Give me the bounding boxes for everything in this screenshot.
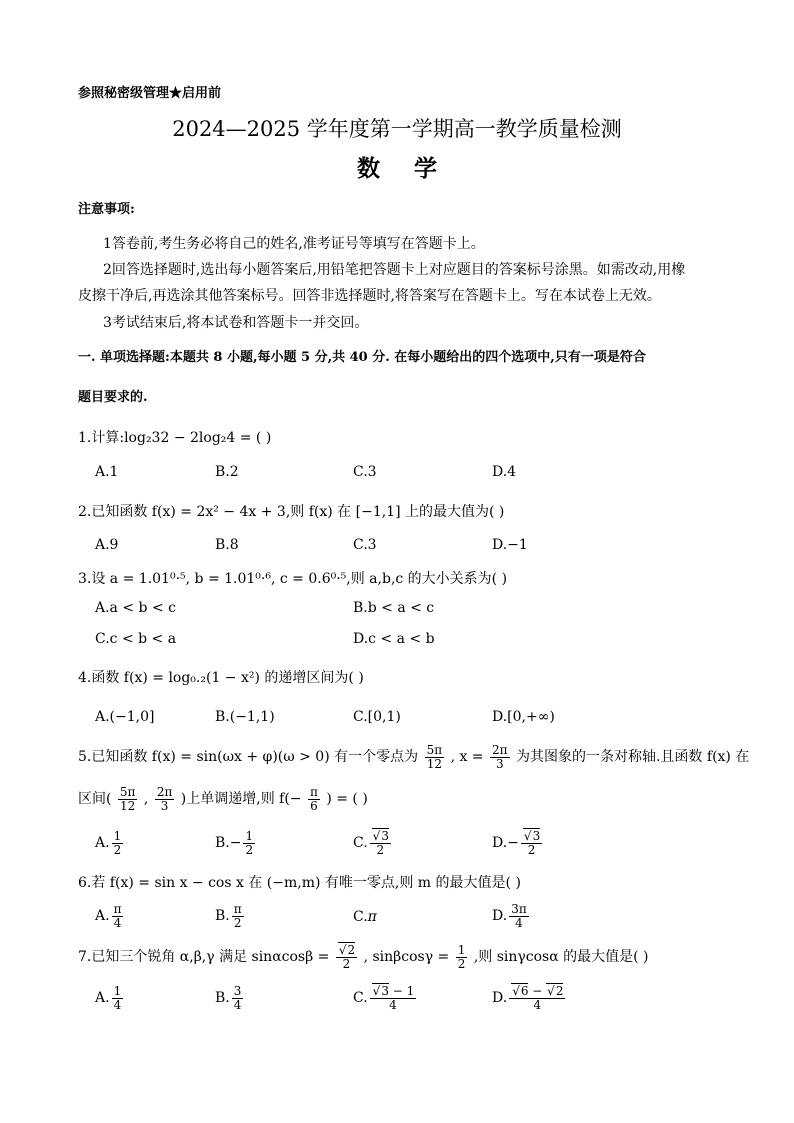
frac-num: 2π bbox=[492, 743, 508, 757]
frac-den: 2 bbox=[113, 842, 122, 857]
frac-num: 1 bbox=[245, 829, 254, 843]
frac-den: 3 bbox=[495, 756, 504, 771]
fraction bbox=[112, 830, 124, 856]
option-sign: − bbox=[507, 835, 519, 852]
q6-option-d bbox=[492, 903, 531, 929]
fraction bbox=[112, 985, 124, 1011]
q5-stem-part: ) = ( ) bbox=[326, 791, 368, 808]
frac-num: π bbox=[233, 902, 242, 916]
frac-den: 2 bbox=[457, 956, 466, 971]
frac-num bbox=[336, 944, 357, 958]
frac-num: 1 bbox=[113, 829, 122, 843]
confidentiality-label: 参照秘密级管理★启用前 bbox=[78, 86, 222, 101]
option-label: D. bbox=[492, 835, 508, 852]
frac-den: 2 bbox=[527, 842, 536, 857]
fraction bbox=[336, 944, 357, 970]
option-label: B. bbox=[215, 908, 230, 925]
fraction bbox=[112, 903, 124, 929]
option-label: D. bbox=[492, 990, 508, 1007]
option-label: A. bbox=[95, 990, 110, 1007]
frac-num bbox=[509, 985, 565, 999]
frac-den: 4 bbox=[113, 915, 122, 930]
sqrt: √ 3 bbox=[372, 828, 389, 843]
q5-stem-part: 区间( bbox=[78, 791, 112, 808]
fraction bbox=[370, 985, 417, 1011]
option-sign: − bbox=[229, 835, 242, 852]
q7-stem-part: ,则 sinγcosα 的最大值是( ) bbox=[473, 949, 649, 966]
fraction bbox=[509, 903, 529, 929]
q6-option-c bbox=[353, 909, 377, 925]
sqrt: √ 6 bbox=[511, 983, 528, 998]
note-item: 2回答选择题时,选出每小题答案后,用铅笔把答题卡上对应题目的答案标号涂黑。如需改动,用橡 bbox=[103, 262, 686, 278]
q2-option-b: B.8 bbox=[215, 537, 239, 553]
q5-option-b bbox=[215, 830, 257, 856]
frac-den: 4 bbox=[113, 997, 122, 1012]
q6-option-b bbox=[215, 903, 246, 929]
fraction bbox=[155, 786, 175, 812]
q3-option-c: C.c < b < a bbox=[95, 631, 177, 647]
frac-den: 2 bbox=[233, 915, 242, 930]
q2-option-a: A.9 bbox=[95, 537, 119, 553]
subject-title: 数学 bbox=[357, 155, 471, 182]
exam-title: 2024—2025 学年度第一学期高一教学质量检测 bbox=[172, 117, 622, 141]
q2-option-c: C.3 bbox=[353, 537, 377, 553]
fraction bbox=[232, 985, 244, 1011]
frac-den: 2 bbox=[376, 842, 385, 857]
q3-option-d: D.c < a < b bbox=[353, 631, 435, 647]
q7-option-c bbox=[353, 985, 418, 1011]
frac-den: 4 bbox=[533, 997, 542, 1012]
note-item: 皮擦干净后,再选涂其他答案标号。回答非选择题时,将答案写在答题卡上。写在本试卷上无效。 bbox=[78, 288, 661, 304]
q2-option-d: D.−1 bbox=[492, 537, 528, 553]
frac-num: 1 bbox=[113, 984, 122, 998]
frac-den: 4 bbox=[389, 997, 397, 1012]
frac-num: 3 bbox=[233, 984, 242, 998]
question-1: 1.计算:log₂32 − 2log₂4 = ( ) bbox=[78, 430, 272, 446]
q5-option-c bbox=[353, 830, 393, 856]
option-label: A. bbox=[95, 908, 110, 925]
q7-option-d bbox=[492, 985, 567, 1011]
q7-option-a bbox=[95, 985, 125, 1011]
sqrt: √ 2 bbox=[546, 983, 563, 998]
q5-option-a bbox=[95, 830, 125, 856]
option-label: C. bbox=[353, 909, 368, 925]
question-2: 2.已知函数 f(x) = 2x² − 4x + 3,则 f(x) 在 [−1,1] 上的最大值为( ) bbox=[78, 504, 505, 520]
q5-option-d bbox=[492, 830, 544, 856]
q7-stem-part: , sinβcosγ = bbox=[363, 949, 450, 966]
frac-den: 12 bbox=[426, 756, 442, 771]
q5-stem-part: )上单调递增,则 f(− bbox=[180, 791, 302, 808]
frac-num bbox=[521, 830, 542, 844]
frac-num: π bbox=[310, 785, 318, 799]
q5-stem-part: 5.已知函数 f(x) = sin(ωx + φ)(ω > 0) 有一个零点为 bbox=[78, 749, 419, 766]
q4-option-c: C.[0,1) bbox=[353, 709, 401, 725]
option-label: B. bbox=[215, 990, 230, 1007]
frac-num: 5π bbox=[426, 743, 443, 757]
frac-num: π bbox=[113, 902, 122, 916]
q1-option-a: A.1 bbox=[95, 464, 119, 480]
fraction bbox=[232, 903, 244, 929]
frac-num: 5π bbox=[119, 785, 136, 799]
q4-option-d: D.[0,+∞) bbox=[492, 709, 555, 725]
fraction bbox=[118, 786, 138, 812]
question-3: 3.设 a = 1.01⁰·⁵, b = 1.01⁰·⁶, c = 0.6⁰·⁵,则 a,b,c 的大小关系为( ) bbox=[78, 571, 508, 587]
q4-option-a: A.(−1,0] bbox=[95, 709, 155, 725]
question-6: 6.若 f(x) = sin x − cos x 在 (−m,m) 有唯一零点,则 m 的最大值是( ) bbox=[78, 875, 521, 891]
q4-option-b: B.(−1,1) bbox=[215, 709, 275, 725]
q3-option-a: A.a < b < c bbox=[95, 600, 176, 616]
q5-stem-part: 为其图象的一条对称轴.且函数 f(x) 在 bbox=[515, 749, 750, 766]
fraction bbox=[370, 830, 391, 856]
frac-num: 3π bbox=[511, 902, 527, 916]
frac-num: 1 bbox=[457, 943, 466, 957]
section-heading: 一. 单项选择题:本题共 8 小题,每小题 5 分,共 40 分. 在每小题给出的四个选项中,只有一项是符合 bbox=[78, 350, 646, 365]
frac-num bbox=[370, 830, 391, 844]
note-item: 3考试结束后,将本试卷和答题卡一并交回。 bbox=[103, 315, 369, 331]
fraction bbox=[490, 744, 510, 770]
option-label: C. bbox=[353, 990, 368, 1007]
option-label: B. bbox=[215, 835, 230, 852]
frac-den: 4 bbox=[515, 915, 523, 930]
sqrt: √ 3 bbox=[523, 828, 540, 843]
q7-stem-part: 7.已知三个锐角 α,β,γ 满足 sinαcosβ = bbox=[78, 949, 330, 966]
note-item: 1答卷前,考生务必将自己的姓名,准考证号等填写在答题卡上。 bbox=[103, 236, 485, 252]
frac-num-rest: − 1 bbox=[388, 984, 415, 998]
question-4: 4.函数 f(x) = log₀.₂(1 − x²) 的递增区间为( ) bbox=[78, 670, 364, 686]
question-5 bbox=[78, 744, 749, 770]
option-value: π bbox=[367, 909, 377, 925]
frac-num: 2π bbox=[156, 785, 173, 799]
q1-option-c: C.3 bbox=[353, 464, 377, 480]
question-5-line2 bbox=[78, 786, 368, 812]
fraction bbox=[243, 830, 255, 856]
fraction bbox=[509, 985, 565, 1011]
frac-den: 3 bbox=[160, 798, 169, 813]
q7-option-b bbox=[215, 985, 245, 1011]
fraction bbox=[308, 786, 320, 812]
frac-num-mid: − bbox=[528, 984, 547, 998]
q6-option-a bbox=[95, 903, 125, 929]
sqrt: √ 2 bbox=[338, 942, 355, 957]
fraction bbox=[521, 830, 542, 856]
option-label: C. bbox=[353, 835, 368, 852]
question-7 bbox=[78, 944, 649, 970]
q1-option-b: B.2 bbox=[215, 464, 239, 480]
q5-stem-part: , x = bbox=[450, 749, 484, 766]
sqrt: √ 3 bbox=[372, 983, 389, 998]
frac-num bbox=[370, 985, 417, 999]
q5-stem-part: , bbox=[143, 791, 149, 808]
option-label: D. bbox=[492, 908, 508, 925]
section-heading-cont: 题目要求的. bbox=[78, 390, 148, 405]
frac-den: 12 bbox=[120, 798, 136, 813]
frac-den: 2 bbox=[245, 842, 254, 857]
frac-den: 2 bbox=[342, 956, 351, 971]
q1-option-d: D.4 bbox=[492, 464, 517, 480]
option-label: A. bbox=[95, 835, 110, 852]
notes-heading: 注意事项: bbox=[78, 202, 135, 217]
fraction bbox=[425, 744, 445, 770]
fraction bbox=[456, 944, 468, 970]
frac-den: 4 bbox=[233, 997, 242, 1012]
q3-option-b: B.b < a < c bbox=[353, 600, 435, 616]
frac-den: 6 bbox=[310, 798, 318, 813]
